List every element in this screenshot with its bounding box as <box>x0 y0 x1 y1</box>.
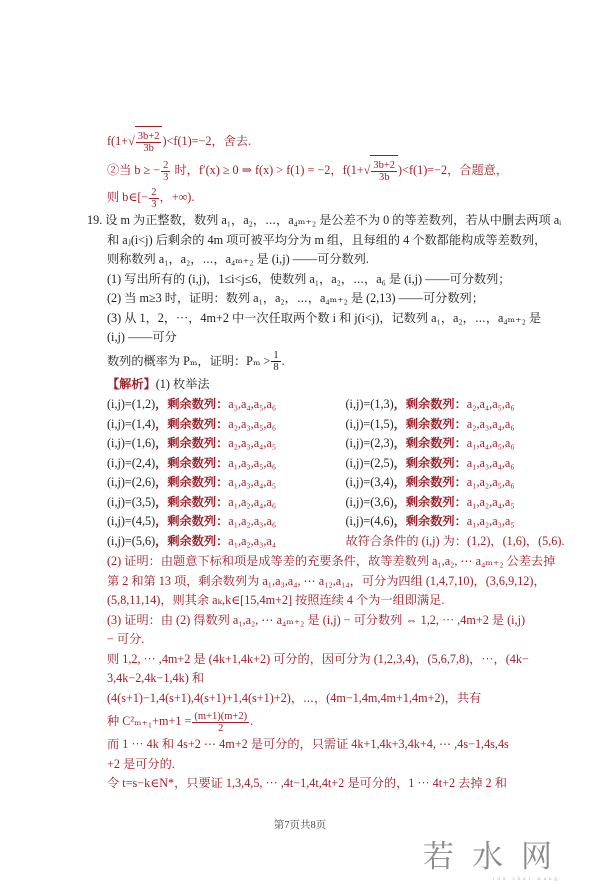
remaining-label: ，剩余数列： <box>155 533 229 548</box>
question-19-part-2: (2) 当 m≥3 时，证明：数列 a₁，a₂，⋯，a₄ₘ₊₂ 是 (2,13) ——可分数列； <box>107 291 484 305</box>
remaining-label: ，剩余数列： <box>155 436 229 450</box>
enumeration-entry <box>346 395 573 415</box>
remaining-terms: a₂,a₄,a₅,a₆ <box>466 397 515 411</box>
pair: (i,j)=(5,6) <box>107 533 156 548</box>
watermark <box>0 838 600 884</box>
page-footer: 第7页共8页 <box>273 819 327 831</box>
remaining-terms: a₁,a₃,a₄,a₅ <box>228 475 277 489</box>
question-19-line: 则称数列 a₁，a₂，⋯，a₄ₘ₊₂ 是 (i,j) ——可分数列. <box>107 252 369 266</box>
remaining-terms: a₂,a₃,a₄,a₆ <box>466 416 515 431</box>
enumeration-entry <box>346 415 573 435</box>
enumeration-entry <box>107 395 334 415</box>
pair: (i,j)=(2,6) <box>107 475 156 489</box>
solution-part-3: (3) 证明：由 (2) 得数列 a₁,a₂, ⋯ a₄ₘ₊₂ 是 (i,j) − 可分数列 ⇔ 1,2, ⋯ ,4m+2 是 (i,j) <box>107 612 526 627</box>
frac-numerator: 2 <box>163 159 169 171</box>
solution-part-3: − 可分. <box>107 632 145 646</box>
question-19-line: 19. 设 m 为正整数，数列 a₁，a₂，⋯，a₄ₘ₊₂ 是公差不为 0 的等差数列，若从中删去两项 aᵢ <box>87 213 562 227</box>
enumeration-entry <box>107 454 334 474</box>
enumeration-entry <box>107 473 334 493</box>
solution-part-3: 令 t=s−k∈N*，只要证 1,3,4,5, ⋯ ,4t−1,4t,4t+2 是可分的，1 ⋯ 4t+2 去掉 2 和 <box>107 776 507 790</box>
question-19-probability <box>107 348 572 375</box>
remaining-terms: a₁,a₂,a₃,a₆ <box>228 514 277 528</box>
math-text: ，+∞). <box>159 190 195 204</box>
enumeration-entry <box>107 434 334 454</box>
solution-part-3: +2 是可分的. <box>107 756 175 771</box>
question-19-part-1: (1) 写出所有的 (i,j)，1≤i<j≤6，使数列 a₁，a₂，⋯，a₆ 是 (i,j) ——可分数列； <box>107 271 511 286</box>
solution-part-3: (4(s+1)−1,4(s+1),4(s+1)+1,4(s+1)+2)，⋯，(4m−1,4m,4m+1,4m+2)，共有 <box>107 690 482 705</box>
remaining-terms: a₁,a₃,a₅,a₆ <box>228 455 277 470</box>
pair: (i,j)=(1,5) <box>345 416 394 431</box>
remaining-label: ，剩余数列： <box>393 397 467 411</box>
pair: (i,j)=(2,4) <box>107 455 156 470</box>
pair: (i,j)=(2,5) <box>345 455 394 470</box>
math-text: )<f(1)=−2，舍去. <box>162 134 252 148</box>
enumeration-entry <box>107 532 334 552</box>
math-text: 数列的概率为 Pₘ，证明：Pₘ > <box>107 353 271 368</box>
watermark-logo: 若水网 <box>423 838 570 875</box>
prev-line-1 <box>107 126 572 155</box>
remaining-terms: a₂,a₃,a₄,a₅ <box>228 436 277 450</box>
remaining-label: ，剩余数列： <box>155 455 229 470</box>
remaining-label: ，剩余数列： <box>393 416 467 431</box>
pair: (i,j)=(1,2) <box>107 397 156 411</box>
frac-denominator: 3 <box>151 198 157 210</box>
question-19-part-3: (3) 从 1，2，⋯，4m+2 中一次任取两个数 i 和 j(i<j)，记数列 a₁，a₂，⋯，a₄ₘ₊₂ 是 <box>107 310 542 325</box>
enumeration-entry <box>107 415 334 435</box>
prev-line-3 <box>107 184 572 211</box>
math-text: 时，f′(x) ≥ 0 ⇒ f(x) > f(1) = −2，f(1+√ <box>171 163 371 177</box>
remaining-label: ，剩余数列： <box>393 514 467 528</box>
remaining-label: ，剩余数列： <box>393 494 467 509</box>
enumeration-entry <box>107 512 334 532</box>
math-text: )<f(1)=−2，合题意， <box>398 163 509 177</box>
math-text: f(1+√ <box>107 134 135 148</box>
remaining-label: ，剩余数列： <box>155 494 229 509</box>
question-19-line: 和 aⱼ(i<j) 后剩余的 4m 项可被平均分为 m 组，且每组的 4 个数都能构成等差数列， <box>107 232 547 247</box>
remaining-terms: a₁,a₂,a₃,a₅ <box>466 514 515 528</box>
solution-part-2: (2) 证明：由题意下标和项是成等差的充要条件，故等差数列 a₁,a₂, ⋯ a₄ₘ₊₂ 公差去掉 <box>107 554 556 568</box>
enumeration-conclusion: 故符合条件的 (i,j) 为：(1,2)，(1,6)，(5,6). <box>345 533 565 548</box>
solution-part-3: 而 1 ⋯ 4k 和 4s+2 ⋯ 4m+2 是可分的，只需证 4k+1,4k+3,4k+4, ⋯ ,4s−1,4s,4s <box>107 737 509 751</box>
pair: (i,j)=(4,6) <box>345 514 394 528</box>
solution-label: 【解析】 <box>107 376 156 391</box>
solution-part-3: 3,4k−2,4k−1,4k) 和 <box>107 671 205 685</box>
frac-denominator: 8 <box>273 362 279 374</box>
pair: (i,j)=(1,4) <box>107 416 156 431</box>
frac-denominator: 3 <box>163 171 169 183</box>
pair: (i,j)=(4,5) <box>107 514 156 528</box>
solution-heading <box>107 375 572 395</box>
remaining-label: ，剩余数列： <box>155 397 229 411</box>
remaining-label: ，剩余数列： <box>155 416 229 431</box>
frac-numerator: 3b+2 <box>373 159 396 171</box>
remaining-label: ，剩余数列： <box>393 455 467 470</box>
frac-numerator: 3b+2 <box>137 130 160 142</box>
remaining-terms: a₁,a₂,a₄,a₆ <box>228 494 277 509</box>
pair: (i,j)=(2,3) <box>345 436 394 450</box>
enumeration-entry <box>346 473 573 493</box>
enumeration-entry <box>107 493 334 513</box>
math-text: . <box>250 714 254 728</box>
remaining-terms: a₂,a₃,a₅,a₆ <box>228 416 277 431</box>
math-text: 则 b∈[− <box>107 190 149 204</box>
frac-denominator: 3b <box>143 142 154 154</box>
frac-numerator: 2 <box>151 186 157 198</box>
frac-denominator: 3b <box>378 171 390 183</box>
math-text: ②当 b ≥ − <box>107 163 161 177</box>
solution-count <box>107 708 572 735</box>
frac-numerator: (m+1)(m+2) <box>194 710 248 722</box>
solution-method: (1) 枚举法 <box>155 376 210 391</box>
watermark-subtitle: ruo shui wang <box>492 876 560 882</box>
remaining-terms: a₃,a₄,a₅,a₆ <box>228 397 277 411</box>
pair: (i,j)=(3,4) <box>345 475 394 489</box>
remaining-label: ，剩余数列： <box>393 475 467 489</box>
remaining-terms: a₁,a₂,a₄,a₅ <box>466 494 515 509</box>
remaining-terms: a₁,a₂,a₅,a₆ <box>466 475 515 489</box>
frac-denominator: 2 <box>218 722 224 734</box>
remaining-terms: a₁,a₄,a₅,a₆ <box>466 436 515 450</box>
remaining-terms: a₁,a₃,a₄,a₆ <box>466 455 515 470</box>
enumeration-entry <box>346 434 573 454</box>
remaining-label: ，剩余数列： <box>393 436 467 450</box>
solution-part-2: (5,8,11,14)，则其余 aₖ,k∈[15,4m+2] 按照连续 4 个为一组即满足. <box>107 593 445 607</box>
question-19-line: (i,j) ——可分 <box>107 330 177 344</box>
remaining-terms: a₁,a₂,a₃,a₄ <box>228 533 277 548</box>
enumeration-entry <box>346 454 573 474</box>
solution-part-2: 第 2 和第 13 项，剩余数列为 a₁,a₃,a₄, ⋯ a₁₂,a₁₄，可分为四组 (1,4,7,10)，(3,6,9,12)， <box>107 573 546 588</box>
enumeration-entry <box>346 493 573 513</box>
math-text: 种 C²ₘ₊₁+m+1 = <box>107 714 192 728</box>
pair: (i,j)=(1,3) <box>345 397 394 411</box>
solution-part-3: 则 1,2, ⋯ ,4m+2 是 (4k+1,4k+2) 可分的，因可分为 (1,2,3,4)，(5,6,7,8)，⋯，(4k− <box>107 651 529 666</box>
pair: (i,j)=(3,6) <box>345 494 394 509</box>
pair: (i,j)=(1,6) <box>107 436 156 450</box>
prev-line-2 <box>107 155 572 184</box>
frac-numerator: 1 <box>273 350 279 362</box>
enumeration-entry <box>346 512 573 532</box>
enumeration-table <box>107 395 572 551</box>
pair: (i,j)=(3,5) <box>107 494 156 509</box>
math-text: . <box>281 353 285 368</box>
remaining-label: ，剩余数列： <box>155 475 229 489</box>
remaining-label: ，剩余数列： <box>155 514 229 528</box>
